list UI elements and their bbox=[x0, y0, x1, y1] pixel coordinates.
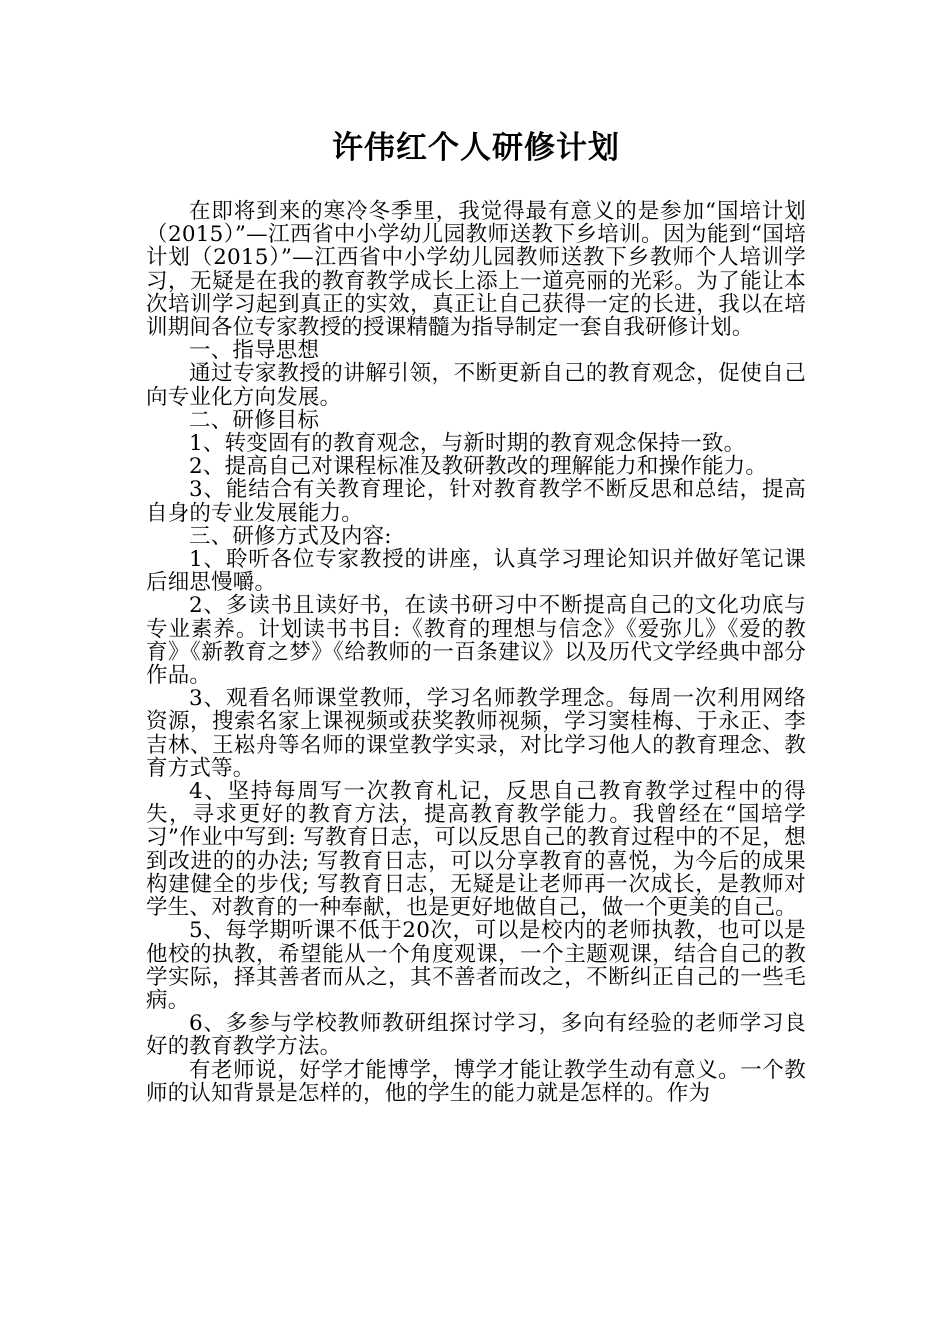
method-item-5: 5、每学期听课不低于20次，可以是校内的老师执教，也可以是他校的执教，希望能从一个角度观课，一个主题观课，结合自己的教学实际，择其善者而从之，其不善者而改之，不断纠正自己的一些毛病。 bbox=[146, 918, 806, 1013]
closing-paragraph: 有老师说，好学才能博学，博学才能让教学生动有意义。一个教师的认知背景是怎样的，他的学生的能力就是怎样的。作为 bbox=[146, 1057, 806, 1106]
method-item-3: 3、观看名师课堂教师，学习名师教学理念。每周一次利用网络资源，搜索名家上课视频或获奖教师视频，学习窦桂梅、于永正、李吉林、王崧舟等名师的课堂教学实录，对比学习他人的教育理念、教育方式等。 bbox=[146, 686, 806, 781]
method-item-4: 4、坚持每周写一次教育札记，反思自己教育教学过程中的得失，寻求更好的教育方法，提高教育教学能力。我曾经在“国培学习”作业中写到: 写教育日志，可以反思自己的教育过程中的不足，想到改进的的办法; 写教育日志，可以分享教育的喜悦，为今后的成果构建健全的步伐; 写教育日志，无疑是让老师再一次成长，是教师对学生、对教育的一种奉献，也是更好地做自己，做一个更美的自己。 bbox=[146, 779, 806, 921]
section-heading-methods: 三、研修方式及内容: bbox=[189, 523, 392, 549]
document-title: 许伟红个人研修计划 bbox=[332, 130, 620, 166]
goal-item-1: 1、转变固有的教育观念，与新时期的教育观念保持一致。 bbox=[189, 431, 746, 457]
goal-item-3: 3、能结合有关教育理论，针对教育教学不断反思和总结，提高自身的专业发展能力。 bbox=[146, 477, 806, 526]
section-heading-goals: 二、研修目标 bbox=[189, 407, 320, 433]
method-item-6: 6、多参与学校教师教研组探讨学习，多向有经验的老师学习良好的教育教学方法。 bbox=[146, 1011, 806, 1060]
intro-paragraph: 在即将到来的寒冷冬季里，我觉得最有意义的是参加“国培计划（2015）”—江西省中小学幼儿园教师送教下乡培训。因为能到“国培计划（2015）”—江西省中小学幼儿园教师送教下乡教师个人培训学习，无疑是在我的教育教学成长上添上一道亮丽的光彩。为了能让本次培训学习起到真正的实效，真正让自己获得一定的长进，我以在培训期间各位专家教授的授课精髓为指导制定一套自我研修计划。 bbox=[146, 199, 806, 341]
section-heading-guiding-thought: 一、指导思想 bbox=[189, 338, 320, 364]
method-item-2: 2、多读书且读好书，在读书研习中不断提高自己的文化功底与专业素养。计划读书书目:《教育的理想与信念》《爱弥儿》《爱的教育》《新教育之梦》《给教师的一百条建议》以及历代文学经典中部分作品。 bbox=[146, 593, 806, 689]
document-page bbox=[146, 128, 806, 1105]
paragraph-guiding-thought: 通过专家教授的讲解引领，不断更新自己的教育观念，促使自己向专业化方向发展。 bbox=[146, 361, 806, 410]
method-item-1: 1、聆听各位专家教授的讲座，认真学习理论知识并做好笔记课后细思慢嚼。 bbox=[146, 547, 806, 596]
goal-item-2: 2、提高自己对课程标准及教研教改的理解能力和操作能力。 bbox=[189, 454, 768, 480]
